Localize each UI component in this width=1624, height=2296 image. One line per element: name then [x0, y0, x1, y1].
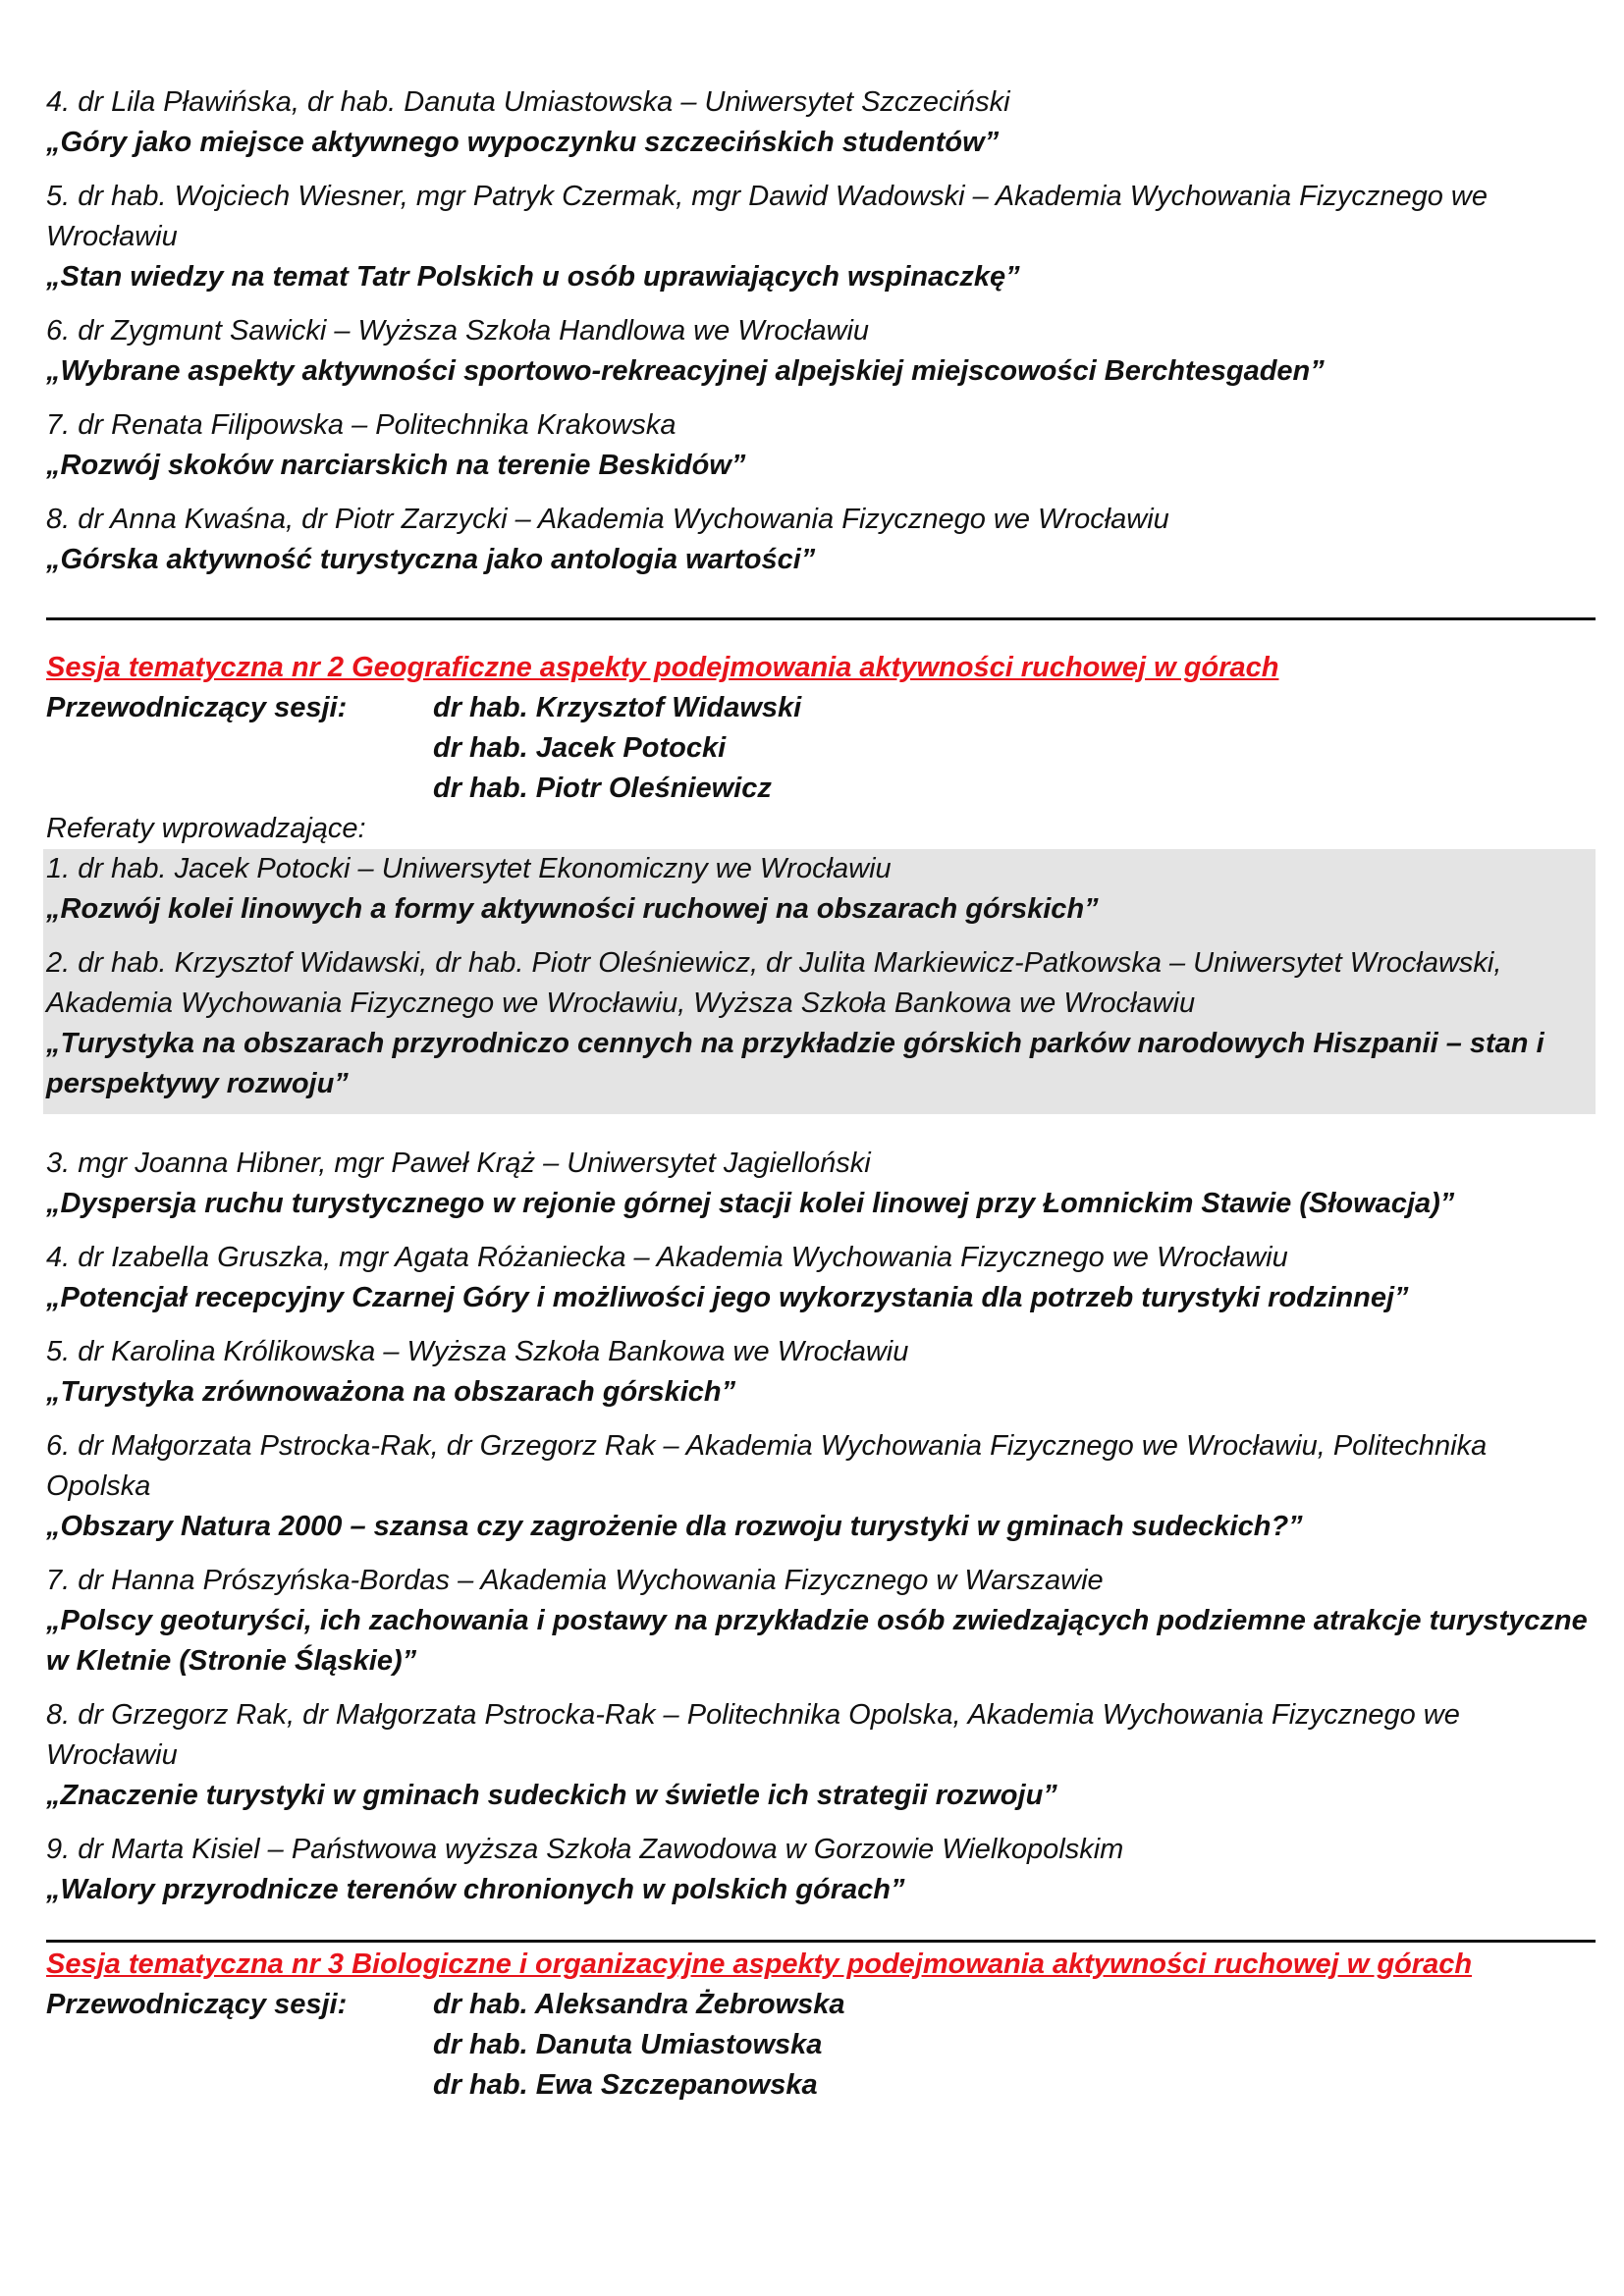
- session-chairs: [46, 1985, 1596, 2106]
- entry-author: 6. dr Małgorzata Pstrocka-Rak, dr Grzegorz Rak – Akademia Wychowania Fizycznego we Wrocławiu, Politechnika Opolska: [46, 1430, 1488, 1502]
- entry-author: 4. dr Izabella Gruszka, mgr Agata Różaniecka – Akademia Wychowania Fizycznego we Wrocławiu: [46, 1242, 1288, 1273]
- intro-label: Referaty wprowadzające:: [46, 813, 366, 844]
- entry-author: 5. dr Karolina Królikowska – Wyższa Szkoła Bankowa we Wrocławiu: [46, 1336, 909, 1367]
- chairs-label: Przewodniczący sesji:: [46, 1989, 348, 2020]
- list-item: [46, 82, 1596, 163]
- entry-author: 1. dr hab. Jacek Potocki – Uniwersytet Ekonomiczny we Wrocławiu: [46, 853, 892, 884]
- entry-title: „Potencjał recepcyjny Czarnej Góry i możliwości jego wykorzystania dla potrzeb turystyki rodzinnej”: [46, 1282, 1409, 1313]
- list-item: [46, 1238, 1596, 1318]
- chair-name: dr hab. Ewa Szczepanowska: [433, 2069, 818, 2101]
- entry-author: 8. dr Grzegorz Rak, dr Małgorzata Pstrocka-Rak – Politechnika Opolska, Akademia Wychowania Fizycznego we Wrocławiu: [46, 1699, 1460, 1771]
- chairs-list: [433, 1985, 845, 2106]
- list-item: [46, 311, 1596, 392]
- list-item: [46, 943, 1596, 1104]
- list-item: [46, 849, 1596, 930]
- entry-title: „Turystyka na obszarach przyrodniczo cennych na przykładzie górskich parków narodowych Hiszpanii – stan i perspektywy rozwoju”: [46, 1028, 1544, 1099]
- entry-author: 3. mgr Joanna Hibner, mgr Paweł Krąż – Uniwersytet Jagielloński: [46, 1148, 871, 1179]
- entry-title: „Walory przyrodnicze terenów chronionych w polskich górach”: [46, 1874, 905, 1905]
- entry-title: „Obszary Natura 2000 – szansa czy zagrożenie dla rozwoju turystyki w gminach sudeckich?”: [46, 1511, 1303, 1542]
- session-heading: Sesja tematyczna nr 3 Biologiczne i organizacyjne aspekty podejmowania aktywności ruchowej w górach: [46, 1949, 1473, 1980]
- entry-title: „Górska aktywność turystyczna jako antologia wartości”: [46, 544, 816, 575]
- intro-papers-block: [43, 849, 1596, 1114]
- entry-title: „Wybrane aspekty aktywności sportowo-rekreacyjnej alpejskiej miejscowości Berchtesgaden”: [46, 355, 1325, 387]
- list-item: [46, 177, 1596, 297]
- document-page: [46, 82, 1596, 2106]
- session2: [46, 648, 1596, 1910]
- entry-author: 7. dr Renata Filipowska – Politechnika Krakowska: [46, 409, 677, 441]
- list-item: [46, 1830, 1596, 1910]
- entry-author: 9. dr Marta Kisiel – Państwowa wyższa Szkoła Zawodowa w Gorzowie Wielkopolskim: [46, 1834, 1124, 1865]
- entry-title: „Dyspersja ruchu turystycznego w rejonie górnej stacji kolei linowej przy Łomnickim Stawie (Słowacja)”: [46, 1188, 1455, 1219]
- list-item: [46, 500, 1596, 580]
- entry-title: „Znaczenie turystyki w gminach sudeckich w świetle ich strategii rozwoju”: [46, 1780, 1057, 1811]
- session-chairs: [46, 688, 1596, 809]
- session3: [46, 1945, 1596, 2106]
- entry-author: 7. dr Hanna Prószyńska-Bordas – Akademia Wychowania Fizycznego w Warszawie: [46, 1565, 1104, 1596]
- chair-name: dr hab. Danuta Umiastowska: [433, 2029, 823, 2060]
- list-item: [46, 405, 1596, 486]
- session1-entries: [46, 82, 1596, 580]
- chair-name: dr hab. Piotr Oleśniewicz: [433, 773, 772, 804]
- chairs-list: [433, 688, 801, 809]
- entry-author: 5. dr hab. Wojciech Wiesner, mgr Patryk Czermak, mgr Dawid Wadowski – Akademia Wychowania Fizycznego we Wrocławiu: [46, 181, 1488, 252]
- list-item: [46, 1426, 1596, 1547]
- entry-author: 8. dr Anna Kwaśna, dr Piotr Zarzycki – Akademia Wychowania Fizycznego we Wrocławiu: [46, 504, 1169, 535]
- list-item: [46, 1561, 1596, 1682]
- entry-author: 4. dr Lila Pławińska, dr hab. Danuta Umiastowska – Uniwersytet Szczeciński: [46, 86, 1010, 118]
- entry-title: „Góry jako miejsce aktywnego wypoczynku szczecińskich studentów”: [46, 127, 1000, 158]
- list-item: [46, 1144, 1596, 1224]
- chair-name: dr hab. Krzysztof Widawski: [433, 692, 802, 723]
- entry-title: „Turystyka zrównoważona na obszarach górskich”: [46, 1376, 736, 1408]
- entry-title: „Polscy geoturyści, ich zachowania i postawy na przykładzie osób zwiedzających podziemne atrakcje turystyczne w Kletnie (Stronie Śląskie)”: [46, 1605, 1588, 1677]
- entry-title: „Rozwój skoków narciarskich na terenie Beskidów”: [46, 450, 746, 481]
- session-heading: Sesja tematyczna nr 2 Geograficzne aspekty podejmowania aktywności ruchowej w górach: [46, 652, 1279, 683]
- chair-name: dr hab. Aleksandra Żebrowska: [433, 1989, 845, 2020]
- list-item: [46, 1332, 1596, 1413]
- list-item: [46, 1695, 1596, 1816]
- entry-author: 6. dr Zygmunt Sawicki – Wyższa Szkoła Handlowa we Wrocławiu: [46, 315, 870, 347]
- chair-name: dr hab. Jacek Potocki: [433, 732, 727, 764]
- entry-title: „Rozwój kolei linowych a formy aktywności ruchowej na obszarach górskich”: [46, 893, 1099, 925]
- entry-author: 2. dr hab. Krzysztof Widawski, dr hab. Piotr Oleśniewicz, dr Julita Markiewicz-Patkowska – Uniwersytet Wrocławski, Akademia Wychowania Fizycznego we Wrocławiu, Wyższa Szkoła Bankowa we Wrocławiu: [46, 947, 1502, 1019]
- chairs-label: Przewodniczący sesji:: [46, 692, 348, 723]
- entry-title: „Stan wiedzy na temat Tatr Polskich u osób uprawiających wspinaczkę”: [46, 261, 1020, 293]
